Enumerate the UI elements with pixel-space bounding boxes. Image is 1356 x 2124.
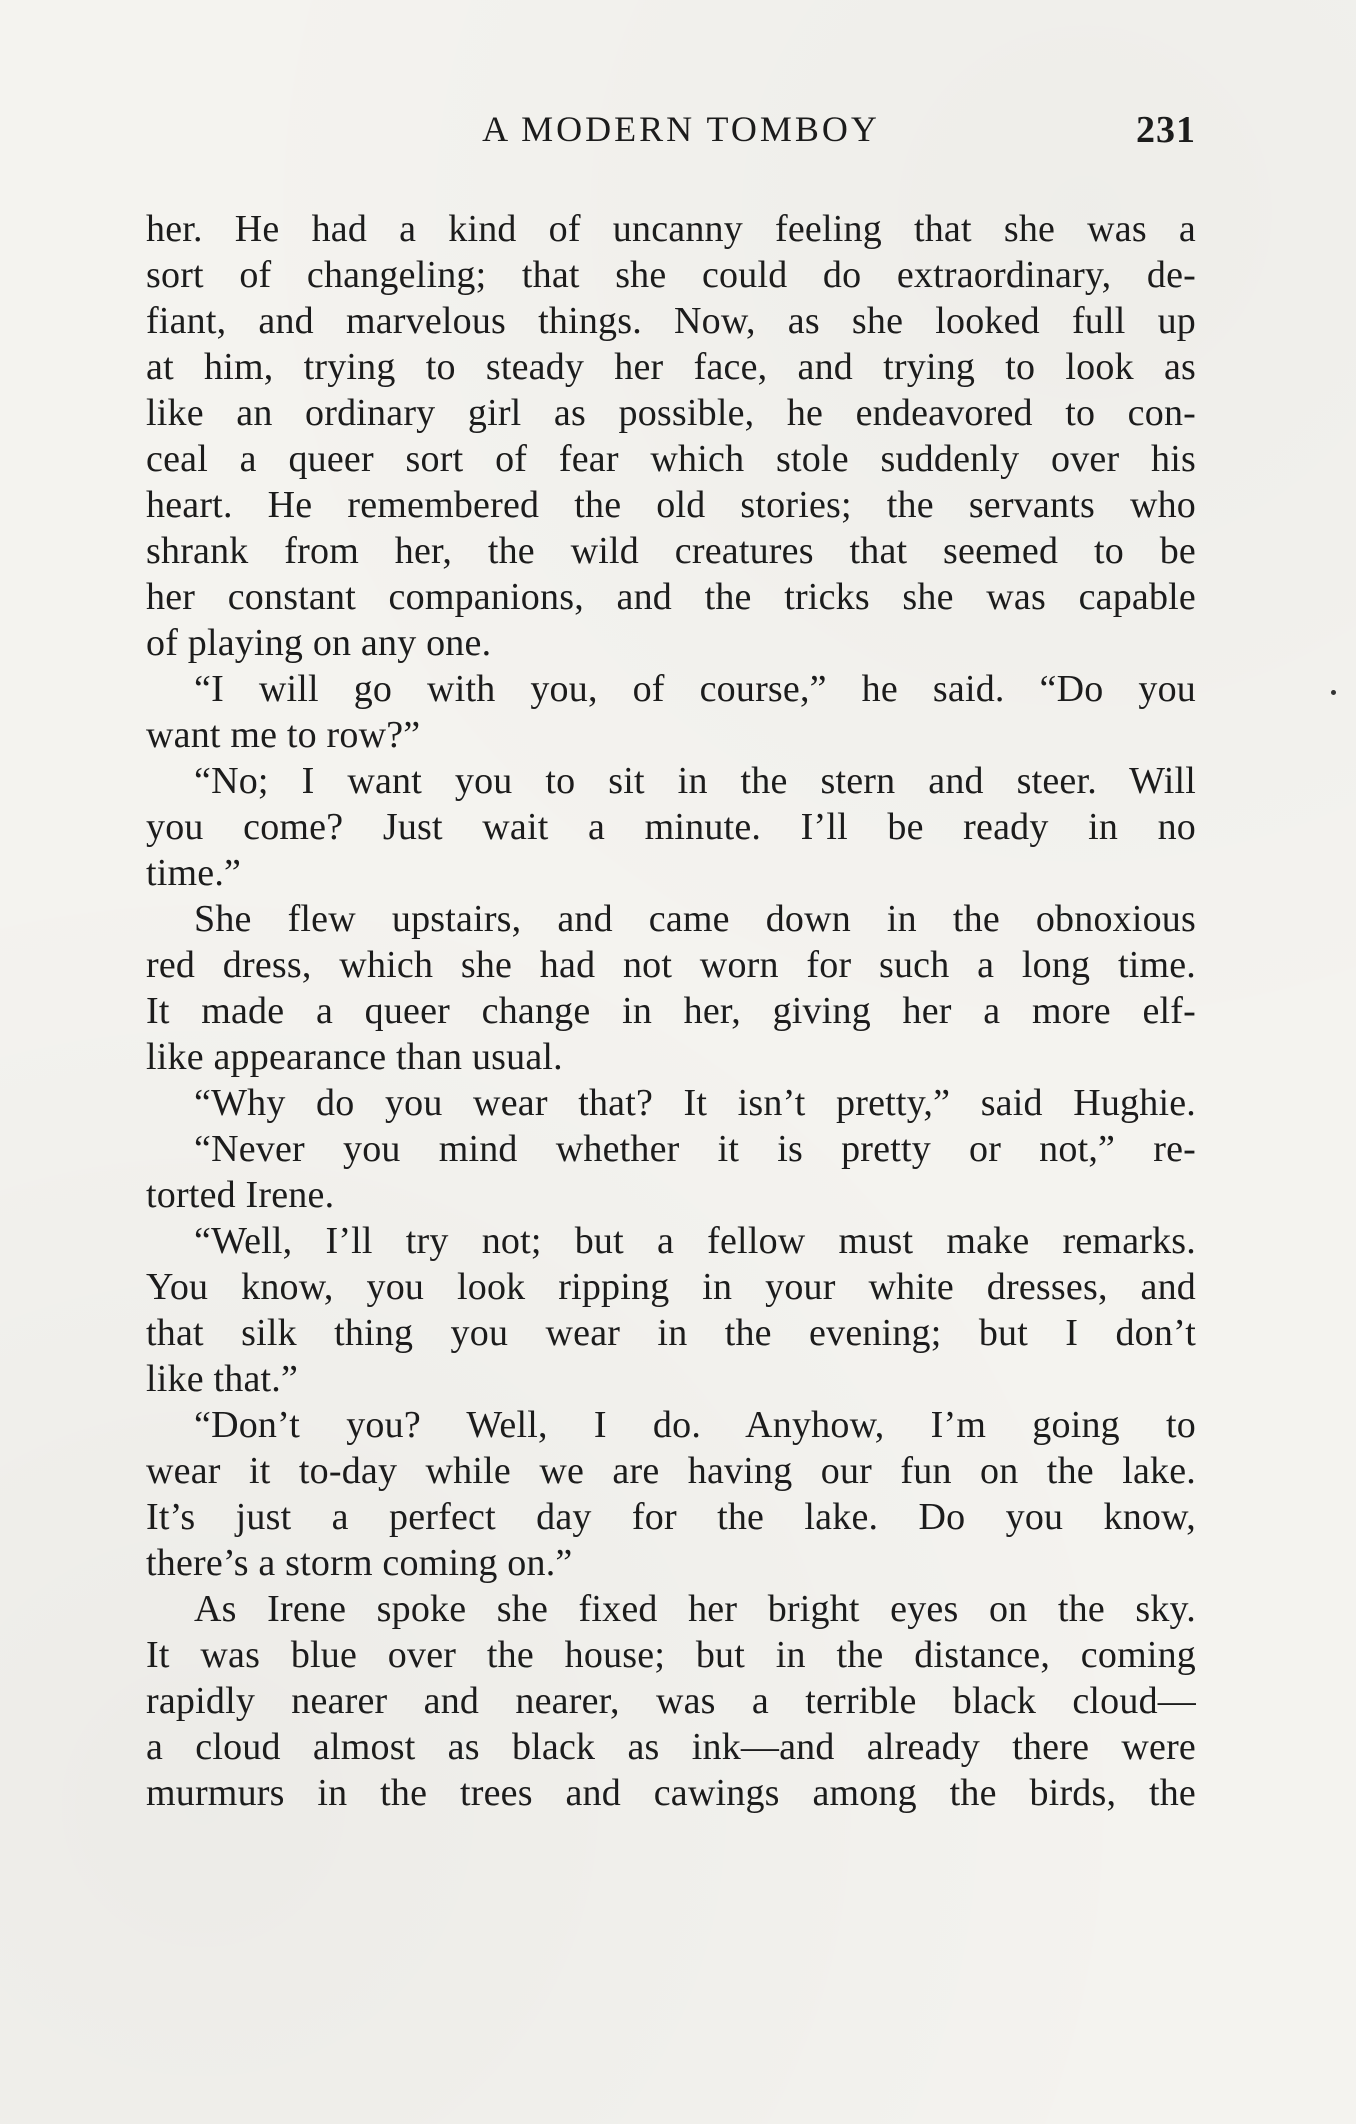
text-line: She flew upstairs, and came down in the obnoxious <box>194 898 1196 940</box>
page-number: 231 <box>1136 109 1196 151</box>
text-line: want me to row?” <box>146 714 421 756</box>
text-line: of playing on any one. <box>146 622 492 664</box>
text-line: “I will go with you, of course,” he said. “Do you <box>194 668 1196 710</box>
text-line: time.” <box>146 852 242 894</box>
text-line: a cloud almost as black as ink—and already there were <box>146 1726 1196 1768</box>
body-text <box>146 206 1196 1816</box>
text-line: there’s a storm coming on.” <box>146 1542 573 1584</box>
text-line: like that.” <box>146 1358 299 1400</box>
text-line: like an ordinary girl as possible, he endeavored to con- <box>146 392 1196 434</box>
text-line: ceal a queer sort of fear which stole suddenly over his <box>146 438 1196 480</box>
text-line: rapidly nearer and nearer, was a terrible black cloud— <box>146 1680 1196 1722</box>
book-title: A MODERN TOMBOY <box>482 109 880 149</box>
text-line: It was blue over the house; but in the distance, coming <box>146 1634 1196 1676</box>
text-line: red dress, which she had not worn for such a long time. <box>146 944 1196 986</box>
running-head <box>146 108 1196 164</box>
text-line: you come? Just wait a minute. I’ll be ready in no <box>146 806 1196 848</box>
text-line: You know, you look ripping in your white dresses, and <box>146 1266 1196 1308</box>
text-line: at him, trying to steady her face, and trying to look as <box>146 346 1196 388</box>
text-line: shrank from her, the wild creatures that seemed to be <box>146 530 1196 572</box>
text-line: fiant, and marvelous things. Now, as she looked full up <box>146 300 1196 342</box>
text-line: “No; I want you to sit in the stern and steer. Will <box>194 760 1196 802</box>
text-line: wear it to-day while we are having our fun on the lake. <box>146 1450 1196 1492</box>
text-line: her constant companions, and the tricks she was capable <box>146 576 1196 618</box>
text-line: “Never you mind whether it is pretty or not,” re- <box>194 1128 1196 1170</box>
text-line: murmurs in the trees and cawings among the birds, the <box>146 1772 1196 1814</box>
text-line: As Irene spoke she fixed her bright eyes on the sky. <box>194 1588 1196 1630</box>
text-line: “Well, I’ll try not; but a fellow must make remarks. <box>194 1220 1196 1262</box>
margin-speck <box>1331 690 1336 695</box>
text-line: her. He had a kind of uncanny feeling that she was a <box>146 208 1196 250</box>
text-line: It’s just a perfect day for the lake. Do you know, <box>146 1496 1196 1538</box>
text-line: heart. He remembered the old stories; the servants who <box>146 484 1196 526</box>
text-line: It made a queer change in her, giving her a more elf- <box>146 990 1196 1032</box>
text-line: that silk thing you wear in the evening; but I don’t <box>146 1312 1196 1354</box>
text-line: “Don’t you? Well, I do. Anyhow, I’m going to <box>194 1404 1196 1446</box>
text-line: “Why do you wear that? It isn’t pretty,” said Hughie. <box>194 1082 1196 1124</box>
text-line: sort of changeling; that she could do extraordinary, de- <box>146 254 1196 296</box>
text-line: like appearance than usual. <box>146 1036 563 1078</box>
text-line: torted Irene. <box>146 1174 335 1216</box>
